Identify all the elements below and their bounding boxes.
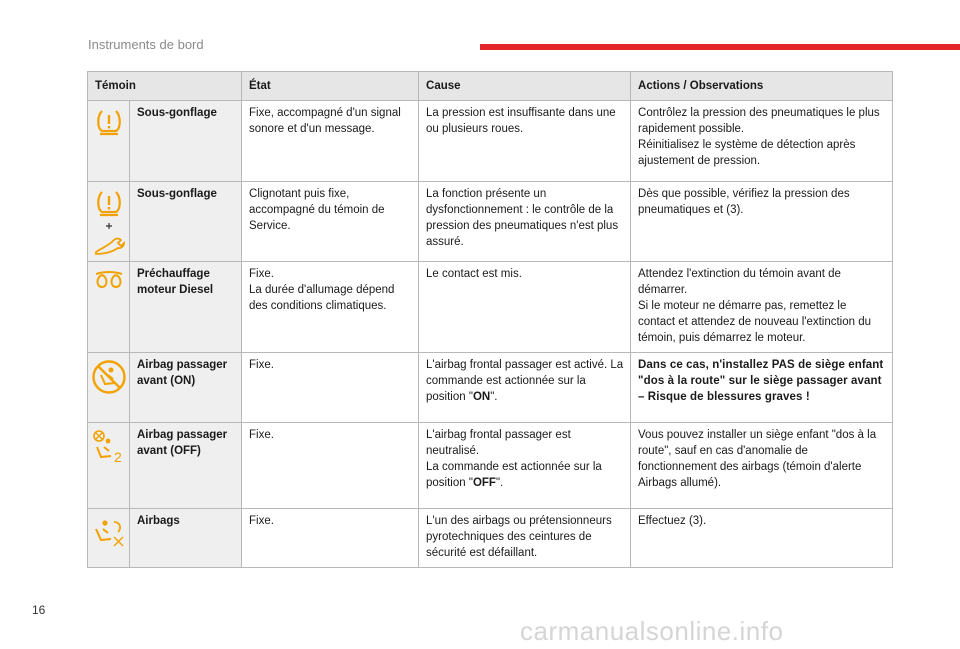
row-cause: La pression est insuffisante dans une ou plusieurs roues. bbox=[419, 101, 631, 182]
row-state: Fixe, accompagné d'un signal sonore et d'un message. bbox=[242, 101, 419, 182]
airbags-fault-icon bbox=[92, 515, 126, 549]
table-row bbox=[88, 353, 893, 423]
header-temoin: Témoin bbox=[88, 72, 242, 101]
header-cause: Cause bbox=[419, 72, 631, 101]
row-cause: La fonction présente un dysfonctionnement : le contrôle de la pression des pneumatiques n'est plus assuré. bbox=[419, 182, 631, 262]
row-actions: Attendez l'extinction du témoin avant de démarrer. Si le moteur ne démarre pas, remettez le contact et attendez de nouveau l'extinction du témoin, puis démarrez le moteur. bbox=[631, 262, 893, 353]
page-number: 16 bbox=[32, 603, 46, 617]
row-actions: Effectuez (3). bbox=[631, 509, 893, 568]
row-state: Fixe. La durée d'allumage dépend des conditions climatiques. bbox=[242, 262, 419, 353]
section-accent-bar bbox=[480, 44, 960, 50]
row-name: Airbag passager avant (ON) bbox=[130, 353, 242, 423]
row-actions: Dès que possible, vérifiez la pression des pneumatiques et (3). bbox=[631, 182, 893, 262]
row-name: Sous-gonflage bbox=[130, 182, 242, 262]
row-actions: Dans ce cas, n'installez PAS de siège enfant "dos à la route" sur le siège passager avant – Risque de blessures graves ! bbox=[631, 353, 893, 423]
warning-lights-table bbox=[87, 71, 893, 568]
row-state: Fixe. bbox=[242, 353, 419, 423]
glow-plug-icon bbox=[93, 268, 125, 292]
table-row bbox=[88, 509, 893, 568]
row-cause: L'airbag frontal passager est neutralisé. La commande est actionnée sur la position "OFF". bbox=[419, 423, 631, 509]
position-on-label: ON bbox=[472, 391, 491, 403]
row-state: Fixe. bbox=[242, 423, 419, 509]
svg-text:2: 2 bbox=[113, 449, 122, 465]
row-state: Clignotant puis fixe, accompagné du témoin de Service. bbox=[242, 182, 419, 262]
table-row bbox=[88, 423, 893, 509]
row-name: Airbags bbox=[130, 509, 242, 568]
tire-pressure-warning-icon bbox=[94, 107, 124, 137]
row-actions: Contrôlez la pression des pneumatiques le plus rapidement possible. Réinitialisez le système de détection après ajustement de pression. bbox=[631, 101, 893, 182]
passenger-airbag-off-icon bbox=[91, 429, 127, 465]
row-name: Sous-gonflage bbox=[130, 101, 242, 182]
header-etat: État bbox=[242, 72, 419, 101]
table-row bbox=[88, 182, 893, 262]
row-name: Préchauffage moteur Diesel bbox=[130, 262, 242, 353]
row-name: Airbag passager avant (OFF) bbox=[130, 423, 242, 509]
table-header-row bbox=[88, 72, 893, 101]
tire-pressure-plus-service-icon bbox=[92, 188, 126, 258]
row-actions: Vous pouvez installer un siège enfant "dos à la route", sauf en cas d'anomalie de fonctionnement des airbags (témoin d'alerte Airbags allumé). bbox=[631, 423, 893, 509]
header-actions: Actions / Observations bbox=[631, 72, 893, 101]
row-cause: L'airbag frontal passager est activé. La commande est actionnée sur la position "ON". bbox=[419, 353, 631, 423]
row-cause: Le contact est mis. bbox=[419, 262, 631, 353]
row-cause: L'un des airbags ou prétensionneurs pyrotechniques des ceintures de sécurité est défaillant. bbox=[419, 509, 631, 568]
section-title: Instruments de bord bbox=[88, 37, 204, 52]
position-off-label: OFF bbox=[472, 477, 496, 489]
table-row bbox=[88, 262, 893, 353]
watermark: carmanualsonline.info bbox=[520, 616, 784, 646]
row-state: Fixe. bbox=[242, 509, 419, 568]
table-row bbox=[88, 101, 893, 182]
passenger-airbag-on-icon bbox=[91, 359, 127, 395]
